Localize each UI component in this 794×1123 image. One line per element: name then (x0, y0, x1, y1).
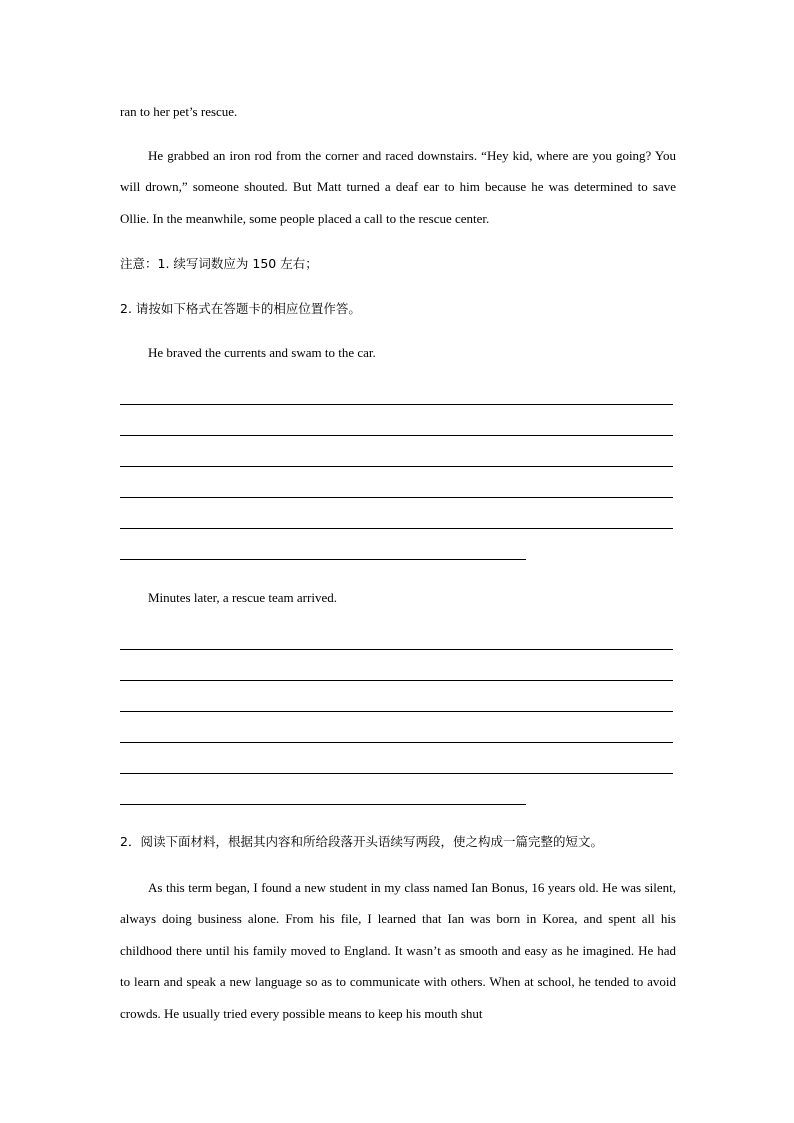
answer-line (120, 711, 673, 712)
story-paragraph-2 (120, 872, 676, 1029)
question-2-instruction: 2．阅读下面材料，根据其内容和所给段落开头语续写两段，使之构成一篇完整的短文。 (120, 834, 603, 849)
answer-line (120, 466, 673, 467)
story-paragraph-2-text: As this term began, I found a new student in my class named Ian Bonus, 16 years old. He was silent, always doing business alone. From his file, I learned that Ian was born in Korea, and spent all his childhood there until his family moved to England. It wasn’t as smooth and easy as he imagined. He had to learn and speak a new language so as to communicate with others. When at school, he tended to avoid crowds. He usually tried every possible means to keep his mouth shut (120, 880, 676, 1021)
paragraph-starter-1: He braved the currents and swam to the car. (148, 345, 376, 360)
answer-line (120, 742, 673, 743)
answer-line (120, 680, 673, 681)
answer-line (120, 559, 526, 560)
note-format: 2. 请按如下格式在答题卡的相应位置作答。 (120, 301, 361, 316)
answer-line (120, 773, 673, 774)
answer-line (120, 804, 526, 805)
note-word-count: 注意：1. 续写词数应为 150 左右； (120, 256, 318, 271)
answer-line (120, 528, 673, 529)
answer-line (120, 435, 673, 436)
answer-line (120, 404, 673, 405)
story-paragraph (120, 140, 676, 234)
answer-line (120, 649, 673, 650)
paragraph-continuation: ran to her pet’s rescue. (120, 104, 238, 119)
story-paragraph-text: He grabbed an iron rod from the corner and raced downstairs. “Hey kid, where are you going? You will drown,” someone shouted. But Matt turned a deaf ear to him because he was determined to save Ollie. In the meanwhile, some people placed a call to the rescue center. (120, 148, 676, 226)
paragraph-starter-2: Minutes later, a rescue team arrived. (148, 590, 337, 605)
answer-line (120, 497, 673, 498)
